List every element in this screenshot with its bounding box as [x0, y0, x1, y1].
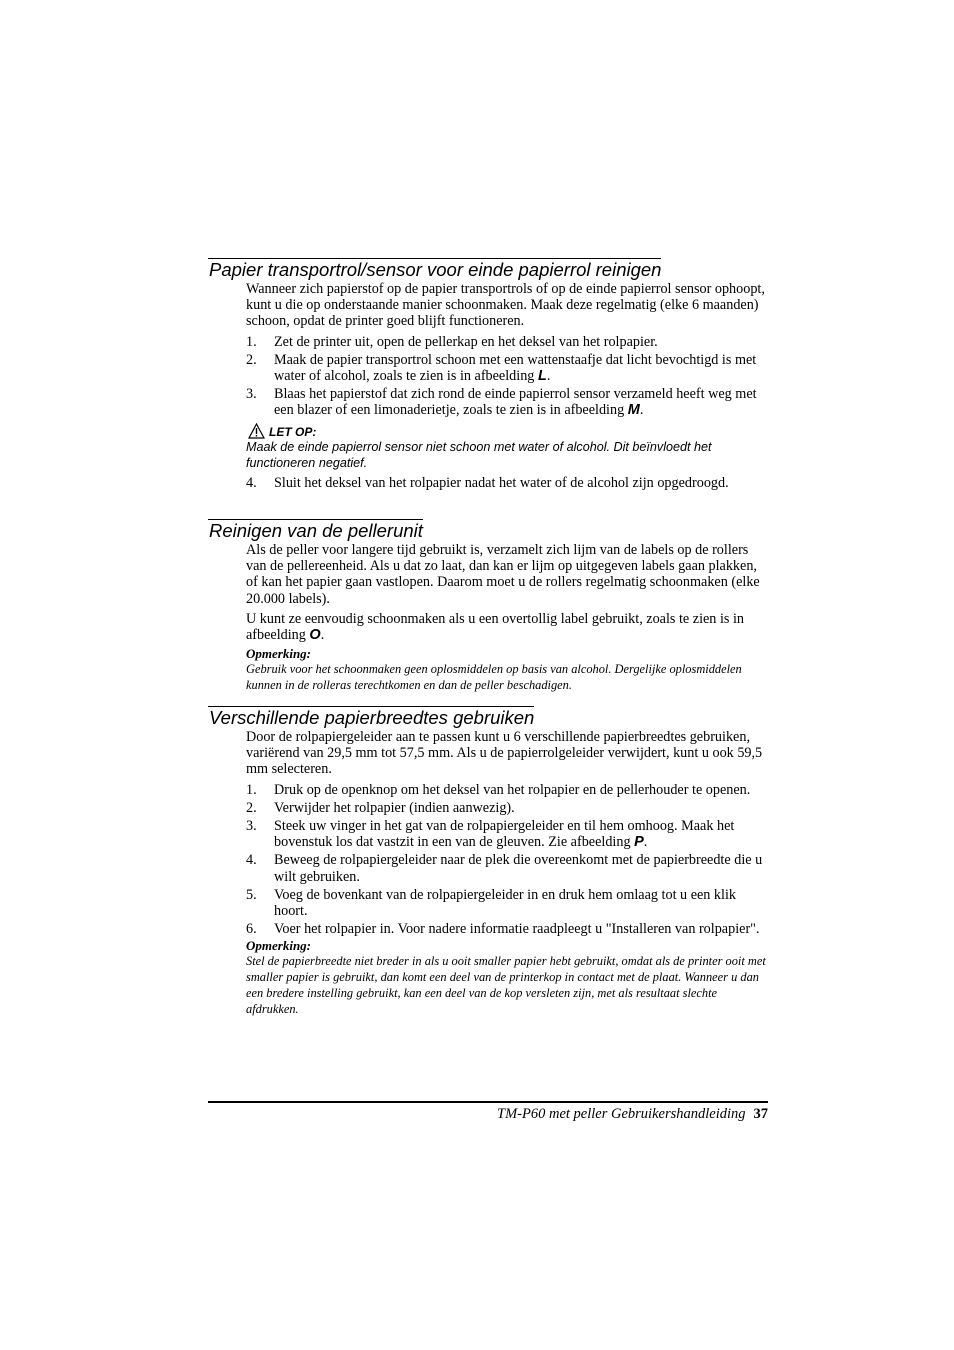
intro-paragraph: Wanneer zich papierstof op de papier transportrols of op de einde papierrol sensor ophoopt, kunt u die op onderstaande manier schoonmaken. Maak deze regelmatig (elke 6 maanden) schoon, opdat de printer goed blijft functioneren.	[246, 281, 765, 330]
figure-reference: P	[634, 834, 644, 851]
section-body	[246, 542, 768, 693]
note-text: Gebruik voor het schoonmaken geen oplosmiddelen op basis van alcohol. Dergelijke oplosmiddelen kunnen in de rolleras terechtkomen en dan de peller beschadigen.	[246, 662, 742, 693]
note-text: Stel de papierbreedte niet breder in als u ooit smaller papier hebt gebruikt, omdat als de printer ooit met smaller papier is gebruikt, dan komt een deel van de printerkop in contact met de plaat. Wanneer u dan een bredere instelling gebruikt, kan een deel van de kop versleten zijn, met als resultaat slechte afdrukken.	[246, 954, 766, 1017]
list-item: 3. Blaas het papierstof dat zich rond de einde papierrol sensor verzameld heeft weg met een blazer of een limonaderietje, zoals te zien is in afbeelding M.	[246, 386, 757, 419]
section-paper-widths	[208, 706, 768, 1021]
intro-paragraph: Door de rolpapiergeleider aan te passen kunt u 6 verschillende papierbreedtes gebruiken, variërend van 29,5 mm tot 57,5 mm. Als u de papierrolgeleider verwijdert, kunt u ook 59,5 mm selecteren.	[246, 729, 763, 778]
page-footer	[497, 1104, 768, 1124]
steps-list	[246, 334, 768, 419]
paragraph: Als de peller voor langere tijd gebruikt is, verzamelt zich lijm van de labels op de rollers van de pellereenheid. Als u dat zo laat, dan kan er lijm op uitgegeven labels gaan plakken, of kan het papier gaan vastlopen. Daarom moet u de rollers regelmatig schoonmaken (elke 20.000 labels).	[246, 542, 760, 607]
list-item: 2. Verwijder het rolpapier (indien aanwezig).	[246, 799, 515, 816]
list-item: 6. Voer het rolpapier in. Voor nadere informatie raadpleegt u "Installeren van rolpapier".	[246, 921, 760, 938]
paragraph: U kunt ze eenvoudig schoonmaken als u een overtollig label gebruikt, zoals te zien is in afbeelding O.	[246, 610, 744, 644]
list-item: 1. Druk op de openknop om het deksel van het rolpapier en de pellerhouder te openen.	[246, 781, 751, 798]
figure-reference: L	[537, 368, 547, 385]
section-body	[246, 729, 768, 1017]
list-item: 4. Sluit het deksel van het rolpapier nadat het water of de alcohol zijn opgedroogd.	[246, 475, 729, 492]
list-item: 2. Maak de papier transportrol schoon met een wattenstaafje dat licht bevochtigd is met water of alcohol, zoals te zien is in afbeelding L.	[246, 351, 757, 385]
warning-triangle-icon	[248, 423, 265, 439]
section-heading: Papier transportrol/sensor voor einde papierrol reinigen	[209, 259, 662, 280]
list-item: 1. Zet de printer uit, open de pellerkap en het deksel van het rolpapier.	[246, 333, 658, 350]
note-box	[246, 647, 768, 693]
section-cleaning-transport-roller	[208, 258, 768, 493]
page-number: 37	[753, 1106, 768, 1122]
footer-rule	[208, 1101, 768, 1103]
footer-title: TM-P60 met peller Gebruikershandleiding	[497, 1106, 746, 1122]
caution-box	[246, 423, 768, 471]
note-box	[246, 939, 768, 1017]
section-heading: Verschillende papierbreedtes gebruiken	[209, 707, 535, 728]
section-cleaning-peller-unit	[208, 519, 768, 697]
list-item: 5. Voeg de bovenkant van de rolpapiergeleider in en druk hem omlaag tot u een klik hoort.	[246, 886, 737, 920]
steps-list	[246, 475, 768, 491]
list-item: 3. Steek uw vinger in het gat van de rolpapiergeleider en til hem omhoog. Maak het bovenstuk los dat vastzit in een van de gleuven. Zie afbeelding P.	[246, 818, 735, 851]
note-label: Opmerking:	[246, 646, 311, 662]
caution-label: LET OP:	[269, 424, 317, 439]
list-item: 4. Beweeg de rolpapiergeleider naar de plek die overeenkomt met de papierbreedte die u wilt gebruiken.	[246, 852, 763, 885]
section-heading: Reinigen van de pellerunit	[209, 520, 423, 541]
figure-reference: O	[309, 627, 321, 644]
caution-text: Maak de einde papierrol sensor niet schoon met water of alcohol. Dit beïnvloedt het functioneren negatief.	[246, 439, 712, 470]
figure-reference: M	[627, 402, 640, 419]
note-label: Opmerking:	[246, 938, 311, 954]
steps-list	[246, 782, 768, 938]
section-body	[246, 281, 768, 491]
